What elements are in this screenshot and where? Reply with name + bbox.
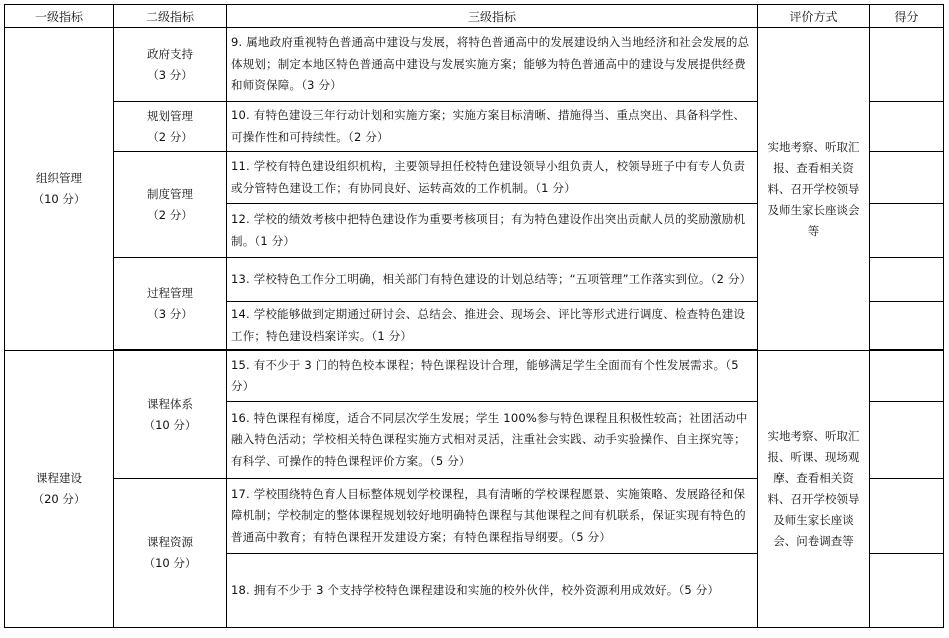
level3-item: 11. 学校有特色建设组织机构，主要领导担任校特色建设领导小组负责人，校领导班子中有专人负责或分管特色建设工作；有协同良好、运转高效的工作机制。（1 分） bbox=[227, 152, 758, 204]
evaluation-table bbox=[4, 4, 944, 628]
score-cell[interactable] bbox=[870, 28, 944, 102]
level2-points: （3 分） bbox=[147, 67, 193, 82]
method-cell: 实地考察、听取汇报、听课、现场观摩、查看相关资料、召开学校领导及师生家长座谈会、问卷调查等 bbox=[758, 351, 870, 628]
level3-item: 14. 学校能够做到定期通过研讨会、总结会、推进会、现场会、评比等形式进行调度、检查特色建设工作；特色建设档案详实。（1 分） bbox=[227, 302, 758, 350]
level1-name: 课程建设 bbox=[36, 471, 82, 485]
score-cell[interactable] bbox=[870, 102, 944, 152]
level2-cell bbox=[114, 351, 227, 479]
level1-name: 组织管理 bbox=[36, 171, 82, 185]
level3-item: 18. 拥有不少于 3 个支持学校特色课程建设和实施的校外伙伴，校外资源利用成效好。（5 分） bbox=[227, 554, 758, 628]
level3-item: 10. 有特色建设三年行动计划和实施方案；实施方案目标清晰、措施得当、重点突出、具备科学性、可操作性和可持续性。（2 分） bbox=[227, 102, 758, 152]
table-row bbox=[5, 28, 944, 102]
level3-item: 9. 属地政府重视特色普通高中建设与发展，将特色普通高中的发展建设纳入当地经济和社会发展的总体规划；制定本地区特色普通高中建设与发展实施方案；能够为特色普通高中的建设与发展提供经费和师资保障。（3 分） bbox=[227, 28, 758, 102]
score-cell[interactable] bbox=[870, 258, 944, 302]
score-cell[interactable] bbox=[870, 479, 944, 554]
level2-cell bbox=[114, 152, 227, 258]
score-cell[interactable] bbox=[870, 402, 944, 479]
level2-name: 课程资源 bbox=[147, 535, 193, 549]
level2-name: 课程体系 bbox=[147, 396, 193, 411]
level2-points: （2 分） bbox=[147, 207, 193, 222]
header-level2: 二级指标 bbox=[114, 5, 227, 28]
level2-points: （3 分） bbox=[147, 306, 193, 321]
level2-name: 制度管理 bbox=[147, 186, 193, 201]
level2-cell bbox=[114, 28, 227, 102]
level2-name: 规划管理 bbox=[147, 108, 193, 123]
level1-points: （20 分） bbox=[32, 492, 86, 506]
header-level1: 一级指标 bbox=[5, 5, 114, 28]
level3-item: 16. 特色课程有梯度，适合不同层次学生发展；学生 100%参与特色课程且积极性较高；社团活动中融入特色活动；学校相关特色课程实施方式相对灵活，注重社会实践、动手实验操作、自主探究等；有科学、可操作的特色课程评价方案。（5 分） bbox=[227, 402, 758, 479]
score-cell[interactable] bbox=[870, 302, 944, 350]
header-row bbox=[5, 5, 944, 28]
level2-name: 过程管理 bbox=[147, 285, 193, 300]
header-method: 评价方式 bbox=[758, 5, 870, 28]
level3-item: 17. 学校围绕特色育人目标整体规划学校课程，具有清晰的学校课程愿景、实施策略、发展路径和保障机制；学校制定的整体课程规划较好地明确特色课程与其他课程之间有机联系，保证实现有特色的普通高中教育；有特色课程开发建设方案；有特色课程指导纲要。（5 分） bbox=[227, 479, 758, 554]
level2-points: （10 分） bbox=[143, 417, 197, 432]
score-cell[interactable] bbox=[870, 204, 944, 258]
level2-name: 政府支持 bbox=[147, 46, 193, 61]
score-cell[interactable] bbox=[870, 554, 944, 628]
level3-item: 15. 有不少于 3 门的特色校本课程；特色课程设计合理，能够满足学生全面而有个性发展需求。（5 分） bbox=[227, 351, 758, 402]
level3-item: 13. 学校特色工作分工明确，相关部门有特色建设的计划总结等；“五项管理”工作落实到位。（2 分） bbox=[227, 258, 758, 302]
header-level3: 三级指标 bbox=[227, 5, 758, 28]
level1-points: （10 分） bbox=[32, 192, 86, 206]
level2-cell bbox=[114, 479, 227, 628]
level2-cell bbox=[114, 102, 227, 152]
score-cell[interactable] bbox=[870, 351, 944, 402]
method-cell: 实地考察、听取汇报、查看相关资料、召开学校领导及师生家长座谈会等 bbox=[758, 28, 870, 351]
level2-points: （2 分） bbox=[147, 129, 193, 144]
table-row bbox=[5, 351, 944, 402]
level1-cell bbox=[5, 351, 114, 628]
score-cell[interactable] bbox=[870, 152, 944, 204]
level2-points: （10 分） bbox=[143, 556, 197, 570]
level1-cell bbox=[5, 28, 114, 351]
level2-cell bbox=[114, 258, 227, 350]
header-score: 得分 bbox=[870, 5, 944, 28]
level3-item: 12. 学校的绩效考核中把特色建设作为重要考核项目；有为特色建设作出突出贡献人员的奖励激励机制。（1 分） bbox=[227, 204, 758, 258]
